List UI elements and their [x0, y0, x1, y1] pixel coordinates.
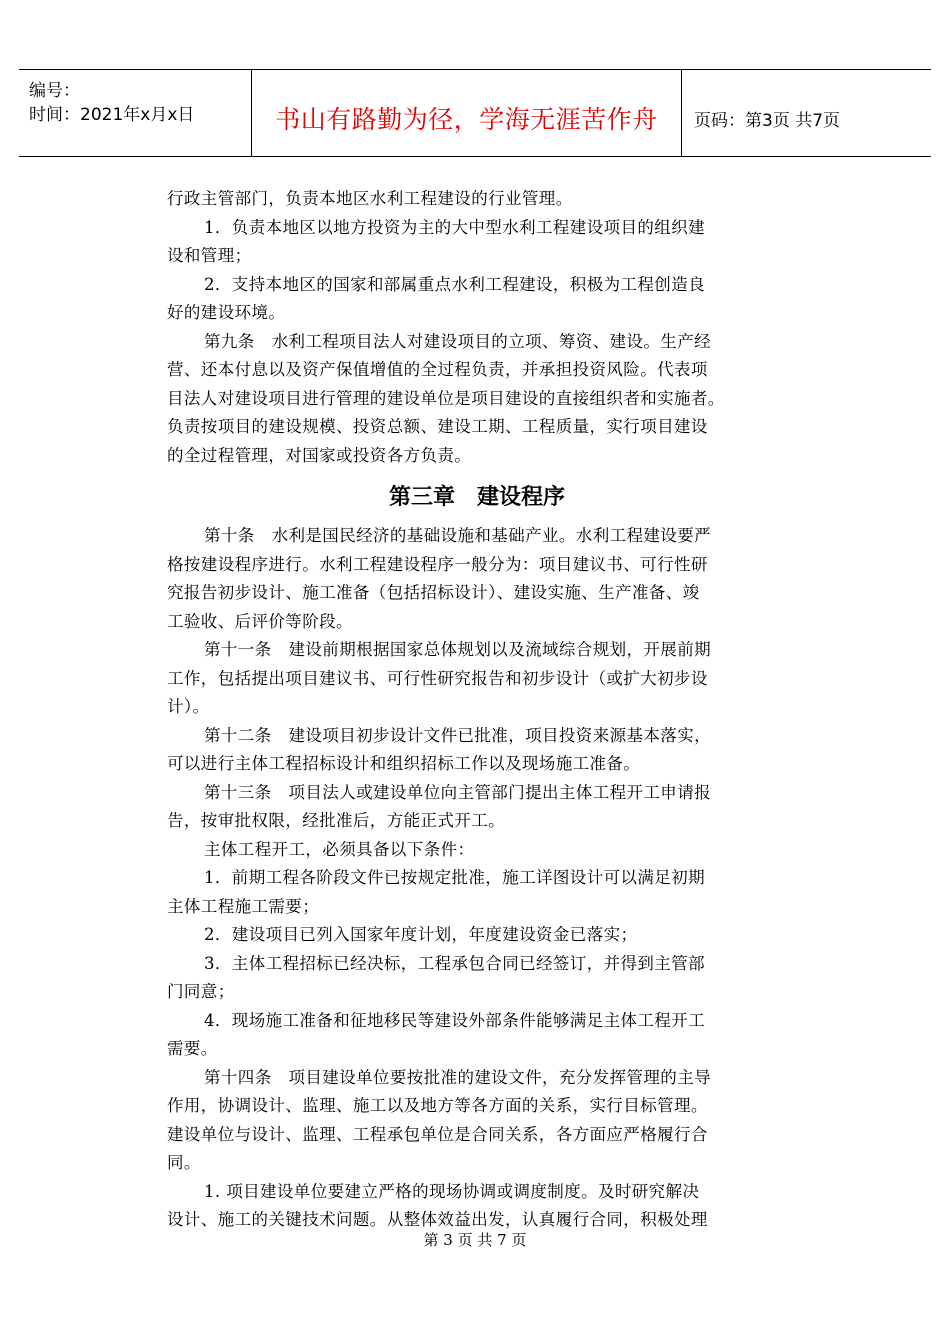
paragraph-line: 1. 项目建设单位要建立严格的现场协调或调度制度。及时研究解决 [204, 1181, 700, 1201]
document-number-label: 编号： [29, 81, 80, 101]
paragraph-line: 第十二条 建设项目初步设计文件已批准，项目投资来源基本落实， [204, 725, 711, 745]
paragraph-line: 建设单位与设计、监理、工程承包单位是合同关系，各方面应严格履行合 [167, 1124, 708, 1144]
paragraph-line: 3．主体工程招标已经决标，工程承包合同已经签订，并得到主管部 [204, 953, 705, 973]
paragraph-line: 第十一条 建设前期根据国家总体规划以及流域综合规划，开展前期 [204, 640, 711, 659]
body-section-2 [167, 522, 787, 1235]
paragraph-line: 告，按审批权限，经批准后，方能正式开工。 [167, 811, 505, 830]
paragraph-line: 门同意； [167, 982, 235, 1001]
header-page-cell [682, 70, 931, 156]
paragraph-line: 主体工程开工，必须具备以下条件： [204, 839, 475, 859]
paragraph-line: 4．现场施工准备和征地移民等建设外部条件能够满足主体工程开工 [204, 1010, 705, 1030]
paragraph-line: 第十三条 项目法人或建设单位向主管部门提出主体工程开工申请报 [204, 782, 711, 802]
paragraph-line: 工作，包括提出项目建议书、可行性研究报告和初步设计（或扩大初步设 [167, 668, 708, 688]
document-time-label: 时间：2021年x月x日 [29, 105, 195, 125]
paragraph-line: 2．建设项目已列入国家年度计划，年度建设资金已落实； [204, 925, 638, 944]
paragraph-line: 行政主管部门，负责本地区水利工程建设的行业管理。 [167, 189, 573, 208]
paragraph-line: 营、还本付息以及资产保值增值的全过程负责，并承担投资风险。代表项 [167, 360, 708, 379]
paragraph-line: 好的建设环境。 [167, 303, 286, 322]
paragraph-line: 设计、施工的关键技术问题。从整体效益出发，认真履行合同，积极处理 [167, 1210, 708, 1229]
chapter-title: 第三章 建设程序 [388, 485, 565, 510]
header-info-cell [19, 70, 252, 156]
header-page-code: 页码：第3页 共7页 [694, 111, 841, 131]
document-body [167, 185, 787, 1235]
paragraph-line: 格按建设程序进行。水利工程建设程序一般分为：项目建议书、可行性研 [167, 554, 708, 574]
paragraph-line: 需要。 [167, 1039, 218, 1058]
paragraph-line: 第十条 水利是国民经济的基础设施和基础产业。水利工程建设要严 [204, 526, 711, 545]
paragraph-line: 可以进行主体工程招标设计和组织招标工作以及现场施工准备。 [167, 754, 641, 773]
paragraph-line: 1．前期工程各阶段文件已按规定批准，施工详图设计可以满足初期 [204, 868, 705, 887]
header-motto: 书山有路勤为径，学海无涯苦作舟 [275, 105, 658, 134]
paragraph-line: 主体工程施工需要； [167, 896, 320, 916]
body-section-1 [167, 185, 787, 470]
page-footer: 第 3 页 共 7 页 [423, 1231, 527, 1249]
paragraph-line: 的全过程管理，对国家或投资各方负责。 [167, 445, 472, 465]
paragraph-line: 作用，协调设计、监理、施工以及地方等各方面的关系，实行目标管理。 [167, 1096, 708, 1115]
paragraph-line: 目法人对建设项目进行管理的建设单位是项目建设的直接组织者和实施者。 [167, 388, 725, 408]
paragraph-line: 负责按项目的建设规模、投资总额、建设工期、工程质量，实行项目建设 [167, 417, 708, 436]
paragraph-line: 计）。 [167, 697, 210, 716]
paragraph-line: 同。 [167, 1153, 201, 1172]
paragraph-line: 第十四条 项目建设单位要按批准的建设文件，充分发挥管理的主导 [204, 1067, 711, 1087]
paragraph-line: 究报告初步设计、施工准备（包括招标设计）、建设实施、生产准备、竣 [167, 583, 700, 602]
paragraph-line: 第九条 水利工程项目法人对建设项目的立项、筹资、建设。生产经 [204, 331, 711, 351]
header-motto-cell [252, 70, 682, 156]
paragraph-line: 2．支持本地区的国家和部属重点水利工程建设，积极为工程创造良 [204, 274, 705, 294]
paragraph-line: 设和管理； [167, 246, 252, 265]
paragraph-line: 工验收、后评价等阶段。 [167, 611, 353, 631]
paragraph-line: 1．负责本地区以地方投资为主的大中型水利工程建设项目的组织建 [204, 217, 705, 237]
document-header [19, 69, 931, 157]
